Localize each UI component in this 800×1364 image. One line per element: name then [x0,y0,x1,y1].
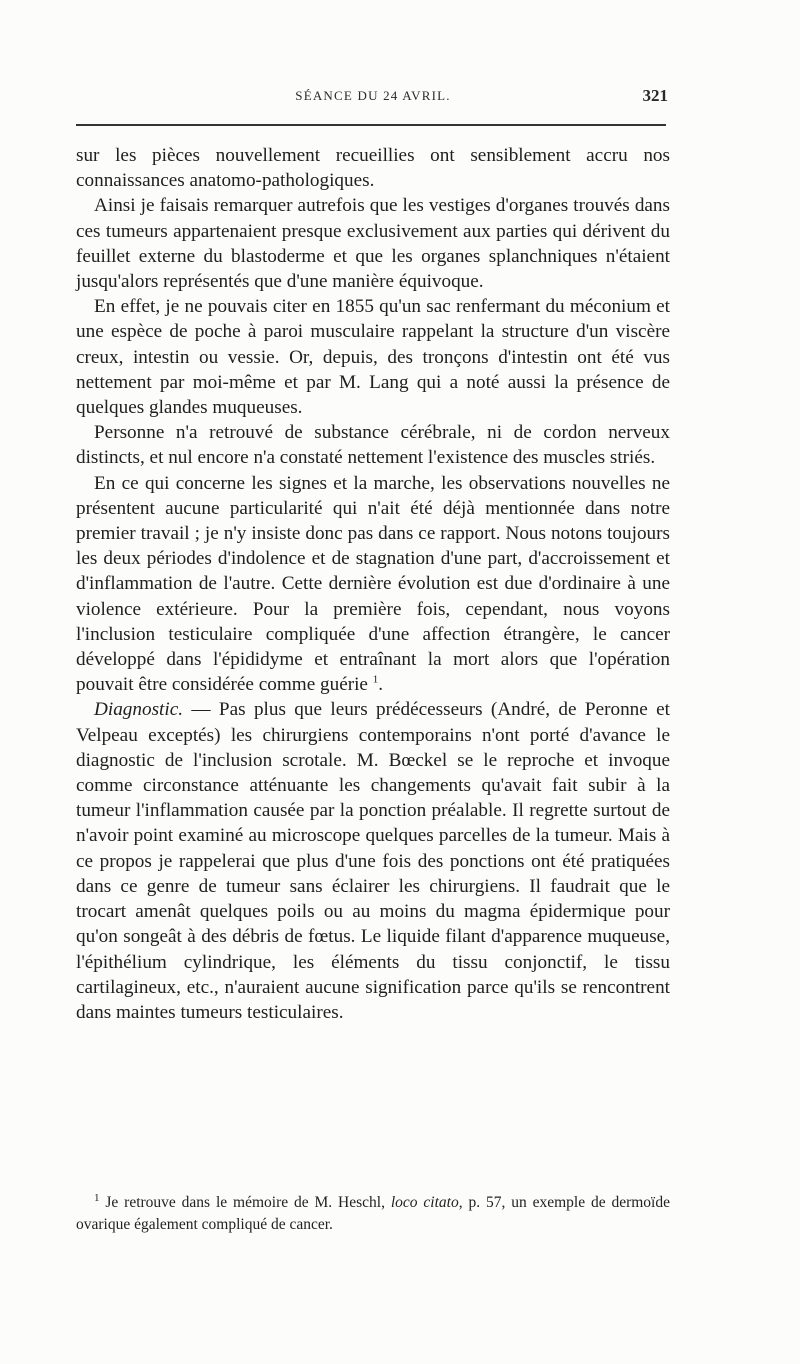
footnote [76,1192,670,1236]
paragraph-signes-end: . [378,674,384,696]
footnote-mark: 1 [94,1191,100,1204]
footnote-reference: 1 [372,673,379,686]
paragraph-continuation: sur les pièces nouvellement recueillies ont sensiblement accru nos connaissances anatomo-pathologiques. [76,145,670,192]
paragraph-signes-marche [76,471,670,698]
diagnostic-text: — Pas plus que leurs prédécesseurs (André, de Peronne et Velpeau exceptés) les chirurgiens contemporains n'ont porté d'avance le diagnostic de l'inclusion scrotale. M. Bœckel se le reproche et invoque comme circonstance atténuante les changements qu'avait fait subir à la tumeur l'inflammation causée par la ponction préalable. Il regrette surtout de n'avoir point examiné au microscope quelques parcelles de la tumeur. Mais à ce propos je rappelerai que plus d'une fois des ponctions ont été pratiquées dans ce genre de tumeur sans éclairer les chirurgiens. Il faudrait que le trocart amenât quelques poils ou au moins du magma épidermique pour qu'on songeât à des débris de fœtus. Le liquide filant d'apparence muqueuse, l'épithélium cylindrique, les éléments du tissu conjonctif, le tissu cartilagineux, etc., n'auraient aucune signification parce qu'ils se rencontrent dans maintes tumeurs testiculaires. [76,699,670,1023]
paragraph-vestiges: Ainsi je faisais remarquer autrefois que les vestiges d'organes trouvés dans ces tumeurs appartenaient presque exclusivement aux parties qui dérivent du feuillet externe du blastoderme et que les organes splanchniques n'étaient jusqu'alors représentés que d'une manière équivoque. [76,195,670,293]
body-text [76,143,670,1025]
footnote-text-after: , p. 57, un exemple de dermoïde ovarique également compliqué de cancer. [76,1194,670,1233]
running-title: SÉANCE DU 24 AVRIL. [295,88,451,103]
footnote-italic: loco citato [390,1194,459,1211]
footnote-paragraph [76,1192,670,1236]
page-header [76,88,670,112]
paragraph-signes-text: En ce qui concerne les signes et la marche, les observations nouvelles ne présentent aucune particularité qui n'ait été déjà mentionnée dans notre premier travail ; je n'y insiste donc pas dans ce rapport. Nous notons toujours les deux périodes d'indolence et de stagnation d'une part, d'accroissement et d'inflammation de l'autre. Cette dernière évolution est due d'ordinaire à une violence extérieure. Pour la première fois, cependant, nous voyons l'inclusion testiculaire compliquée d'une affection étrangère, le cancer développé dans l'épididyme et entraînant la mort alors que l'opération pouvait être considérée comme guérie [76,472,670,696]
paragraph-en-effet: En effet, je ne pouvais citer en 1855 qu'un sac renfermant du méconium et une espèce de poche à paroi musculaire rappelant la structure d'un viscère creux, intestin ou vessie. Or, depuis, des tronçons d'intestin ont été vus nettement par moi-même et par M. Lang qui a noté aussi la présence de quelques glandes muqueuses. [76,296,670,419]
footnote-text-before: Je retrouve dans le mémoire de M. Heschl, [99,1194,391,1211]
header-rule [76,124,666,126]
page-number: 321 [642,86,668,105]
diagnostic-label: Diagnostic. [94,699,184,721]
paragraph-personne: Personne n'a retrouvé de substance cérébrale, ni de cordon nerveux distincts, et nul encore n'a constaté nettement l'existence des muscles striés. [76,422,670,469]
paragraph-diagnostic [76,697,670,1025]
